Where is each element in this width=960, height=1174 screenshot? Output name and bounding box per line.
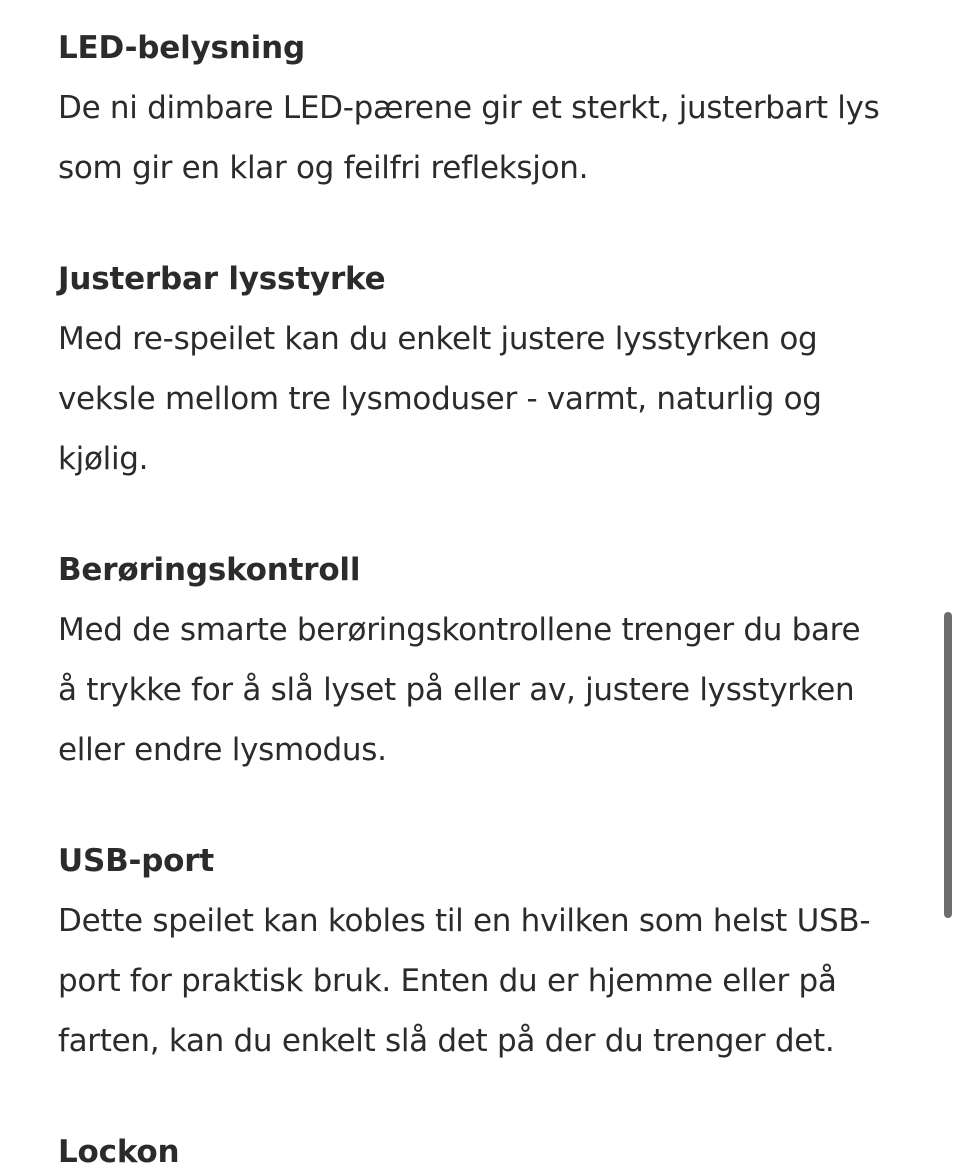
description-content — [58, 26, 908, 1174]
section-text: De ni dimbare LED-pærene gir et sterkt, justerbart lys som gir en klar og feilfri refleksjon. — [58, 90, 880, 186]
section-text: Med re-speilet kan du enkelt justere lysstyrken og veksle mellom tre lysmoduser - varmt, naturlig og kjølig. — [58, 321, 822, 477]
section-heading: Lockon — [58, 1134, 180, 1170]
section-heading: USB-port — [58, 843, 214, 879]
feature-section-usb — [58, 839, 908, 1071]
feature-section-touch — [58, 548, 908, 780]
section-heading: Berøringskontroll — [58, 552, 361, 588]
section-heading: Justerbar lysstyrke — [58, 261, 386, 297]
feature-section-led — [58, 26, 908, 198]
section-heading: LED-belysning — [58, 30, 305, 66]
feature-section-partial — [58, 1130, 908, 1174]
scrollbar-thumb[interactable] — [944, 612, 952, 918]
section-text: Med de smarte berøringskontrollene trenger du bare å trykke for å slå lyset på eller av, justere lysstyrken eller endre lysmodus. — [58, 612, 861, 768]
section-text: Dette speilet kan kobles til en hvilken som helst USB- port for praktisk bruk. Enten du er hjemme eller på farten, kan du enkelt slå det på der du trenger det. — [58, 903, 871, 1059]
feature-section-brightness — [58, 257, 908, 489]
